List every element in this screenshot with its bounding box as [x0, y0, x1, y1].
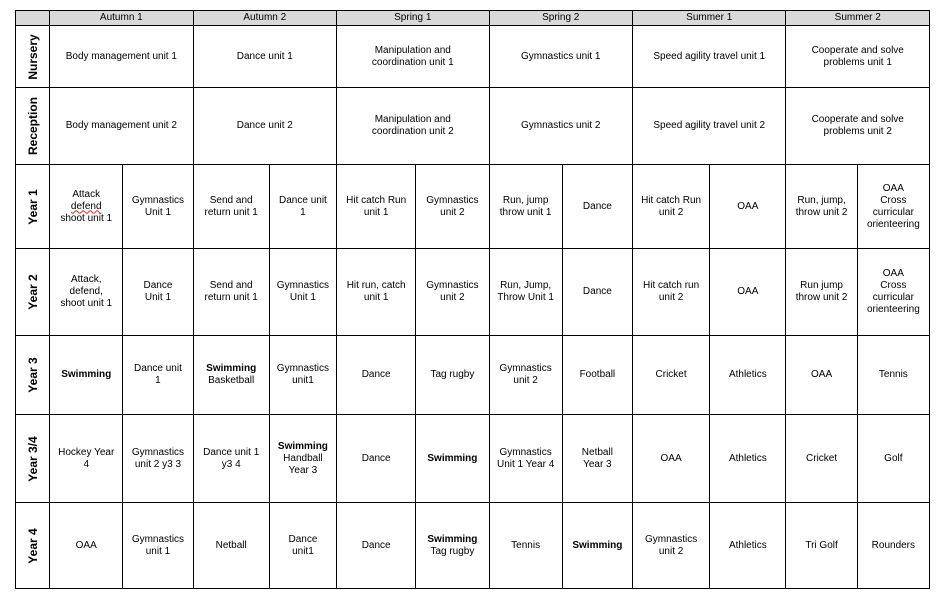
- year-row: [16, 415, 930, 503]
- activity-line: defend,: [69, 286, 103, 297]
- activity-cell: [50, 415, 123, 503]
- activity-cell: [857, 415, 929, 503]
- activity-cell: [337, 249, 416, 336]
- activity-line: Dance: [582, 200, 612, 212]
- activity-line: Tennis: [511, 539, 541, 551]
- activity-line: Cricket: [655, 369, 687, 380]
- header-row: [16, 11, 930, 26]
- activity-cell: [489, 165, 562, 249]
- activity-line: Tag rugby: [430, 545, 475, 557]
- year-label: [16, 503, 50, 589]
- activity-cell: [857, 249, 929, 336]
- activity-line: unit 2: [513, 375, 538, 386]
- activity-line: orienteering: [866, 218, 920, 230]
- activity-line: Unit 1: [144, 206, 172, 218]
- activity-line: Body management unit 2: [65, 120, 177, 131]
- activity-line: unit 1: [363, 206, 389, 218]
- activity-cell: [489, 336, 562, 415]
- activity-line: 1: [155, 375, 161, 386]
- activity-line: Speed agility travel unit 1: [653, 50, 766, 62]
- activity-line: Hit catch Run: [346, 194, 407, 206]
- year-label-text: Year 3: [25, 357, 40, 393]
- activity-cell: [416, 415, 489, 503]
- activity-line: Tennis: [878, 369, 908, 380]
- activity-cell: [562, 336, 632, 415]
- activity-line: Handball: [283, 452, 323, 464]
- activity-line: Send and: [209, 280, 253, 291]
- activity-line: OAA: [75, 539, 97, 551]
- activity-line: Speed agility travel unit 2: [653, 120, 766, 131]
- activity-cell: [632, 336, 709, 415]
- activity-line: return unit 1: [204, 292, 258, 303]
- activity-line: Gymnastics: [499, 446, 552, 458]
- activity-line: curricular: [872, 206, 914, 218]
- activity-cell: [337, 165, 416, 249]
- year-label: [16, 165, 50, 249]
- activity-line: Hockey Year: [58, 446, 115, 458]
- activity-line: Dance: [143, 280, 173, 291]
- activity-cell: [123, 415, 193, 503]
- activity-cell: [337, 336, 416, 415]
- activity-line: Dance: [361, 369, 391, 380]
- activity-line: coordination unit 1: [371, 56, 454, 68]
- activity-line: Run jump: [800, 280, 843, 291]
- activity-cell: [632, 88, 786, 165]
- term-header: Summer 2: [786, 11, 930, 26]
- activity-cell: [857, 165, 929, 249]
- activity-line: Run, Jump,: [500, 280, 552, 291]
- year-row: [16, 249, 930, 336]
- activity-cell: [50, 165, 123, 249]
- activity-cell: [123, 503, 193, 589]
- activity-cell: [193, 503, 269, 589]
- activity-cell: [489, 503, 562, 589]
- activity-line: shoot unit 1: [60, 212, 113, 224]
- activity-cell: [50, 88, 193, 165]
- activity-line: Gymnastics unit 2: [521, 120, 601, 131]
- activity-line: return unit 1: [204, 206, 258, 218]
- activity-line: Dance: [361, 452, 391, 464]
- activity-cell: [562, 415, 632, 503]
- activity-line: 4: [83, 458, 89, 470]
- year-label-text: Year 2: [25, 274, 40, 310]
- activity-line: unit 2: [658, 545, 684, 557]
- year-row: [16, 88, 930, 165]
- activity-line: OAA: [882, 182, 904, 194]
- activity-line: Dance unit 1: [203, 446, 260, 458]
- activity-cell: [416, 503, 489, 589]
- activity-line: Athletics: [728, 369, 767, 380]
- term-header: Autumn 1: [50, 11, 193, 26]
- activity-line: Gymnastics: [131, 533, 185, 545]
- activity-cell: [193, 88, 336, 165]
- activity-line: unit1: [292, 545, 314, 557]
- activity-cell: [632, 503, 709, 589]
- activity-line: Gymnastics unit 1: [521, 50, 601, 62]
- activity-line: Dance unit 1: [236, 50, 293, 62]
- activity-line: orienteering: [866, 304, 920, 315]
- activity-cell: [269, 503, 336, 589]
- activity-line: unit 2: [440, 292, 465, 303]
- activity-line: Gymnastics: [426, 194, 479, 206]
- year-label-text: Year 4: [25, 527, 40, 564]
- activity-line: Tri Golf: [805, 539, 838, 551]
- activity-line: Run, jump: [502, 194, 549, 206]
- activity-cell: [710, 249, 786, 336]
- activity-line: curricular: [872, 292, 914, 303]
- activity-line: Rounders: [871, 539, 916, 551]
- activity-line: Unit 1: [289, 292, 316, 303]
- activity-cell: [857, 503, 929, 589]
- activity-cell: [193, 249, 269, 336]
- activity-line: Unit 1 Year 4: [497, 458, 555, 470]
- activity-cell: [562, 165, 632, 249]
- activity-cell: [710, 503, 786, 589]
- activity-cell: [50, 249, 123, 336]
- activity-line: 1: [300, 206, 306, 218]
- activity-line: Gymnastics: [499, 363, 552, 374]
- year-label-text: Reception: [25, 96, 40, 156]
- activity-line: Dance: [361, 539, 391, 551]
- activity-cell: [269, 336, 336, 415]
- activity-line: unit1: [292, 375, 314, 386]
- activity-line: Swimming: [61, 369, 112, 380]
- activity-cell: [710, 336, 786, 415]
- activity-line: Gymnastics: [644, 533, 698, 545]
- activity-cell: [193, 26, 336, 88]
- year-label: [16, 336, 50, 415]
- activity-line: Cooperate and solve: [811, 114, 904, 125]
- activity-cell: [50, 336, 123, 415]
- activity-line: OAA: [882, 268, 904, 279]
- activity-cell: [489, 88, 632, 165]
- activity-line: Gymnastics: [426, 280, 479, 291]
- activity-cell: [50, 26, 193, 88]
- activity-line: throw unit 1: [499, 206, 552, 218]
- activity-line: Throw Unit 1: [497, 292, 554, 303]
- activity-cell: [416, 165, 489, 249]
- activity-line: unit 2: [658, 292, 684, 303]
- activity-cell: [337, 88, 489, 165]
- activity-cell: [489, 249, 562, 336]
- activity-cell: [632, 415, 709, 503]
- activity-line: throw unit 2: [795, 206, 848, 218]
- activity-line: Football: [579, 369, 616, 380]
- activity-line: OAA: [811, 369, 833, 380]
- activity-line: unit 2 y3 3: [134, 458, 182, 470]
- year-label-text: Year 3/4: [25, 435, 40, 482]
- plan-body: [16, 26, 930, 589]
- activity-cell: [123, 336, 193, 415]
- activity-cell: [123, 165, 193, 249]
- term-header: Spring 1: [337, 11, 489, 26]
- activity-line: throw unit 2: [795, 292, 848, 303]
- year-label: [16, 88, 50, 165]
- activity-line: OAA: [660, 452, 682, 464]
- activity-line: Gymnastics: [276, 280, 330, 291]
- year-label: [16, 415, 50, 503]
- year-row: [16, 165, 930, 249]
- activity-cell: [193, 415, 269, 503]
- activity-line: unit 1: [145, 545, 171, 557]
- activity-line: Unit 1: [144, 292, 172, 303]
- activity-cell: [857, 336, 929, 415]
- term-header: Autumn 2: [193, 11, 336, 26]
- activity-line: Dance unit 2: [236, 120, 293, 131]
- activity-line: Basketball: [208, 375, 255, 386]
- term-header: Summer 1: [632, 11, 786, 26]
- activity-line: Hit catch Run: [641, 194, 702, 206]
- activity-cell: [786, 249, 857, 336]
- activity-line: Run, jump,: [797, 194, 846, 206]
- activity-line: Netball: [215, 539, 247, 551]
- activity-line: Cross: [880, 194, 907, 206]
- activity-cell: [710, 165, 786, 249]
- activity-cell: [416, 249, 489, 336]
- year-label-text: Year 1: [25, 188, 40, 225]
- activity-line: coordination unit 2: [371, 126, 454, 137]
- activity-line: Athletics: [728, 539, 767, 551]
- activity-line: shoot unit 1: [60, 298, 113, 309]
- activity-cell: [269, 415, 336, 503]
- activity-line: Dance unit: [134, 363, 182, 374]
- activity-line: Cross: [880, 280, 907, 291]
- activity-cell: [562, 249, 632, 336]
- pe-long-term-plan-table: [15, 10, 930, 589]
- activity-line: Netball: [581, 446, 613, 458]
- activity-cell: [562, 503, 632, 589]
- activity-cell: [489, 26, 632, 88]
- activity-line: Dance unit: [279, 194, 327, 206]
- activity-cell: [786, 88, 930, 165]
- activity-cell: [193, 336, 269, 415]
- activity-line: Swimming: [277, 440, 328, 452]
- activity-line: Swimming: [572, 539, 623, 551]
- activity-cell: [123, 249, 193, 336]
- activity-line: Cricket: [806, 452, 838, 464]
- year-row: [16, 26, 930, 88]
- year-label-text: Nursery: [25, 33, 40, 80]
- activity-line: Gymnastics: [276, 363, 330, 374]
- activity-cell: [786, 415, 857, 503]
- activity-line: Body management unit 1: [65, 50, 177, 62]
- term-header: Spring 2: [489, 11, 632, 26]
- activity-line: problems unit 1: [823, 56, 892, 68]
- year-row: [16, 503, 930, 589]
- activity-cell: [337, 503, 416, 589]
- activity-line: Attack,: [70, 274, 102, 285]
- activity-line: Athletics: [728, 452, 767, 464]
- activity-cell: [50, 503, 123, 589]
- activity-cell: [269, 249, 336, 336]
- activity-line: Hit catch run: [643, 280, 700, 291]
- activity-cell: [786, 336, 857, 415]
- activity-cell: [416, 336, 489, 415]
- activity-line: Dance: [288, 533, 318, 545]
- year-label: [16, 249, 50, 336]
- activity-cell: [337, 26, 489, 88]
- activity-line: Hit run, catch: [346, 280, 406, 291]
- activity-cell: [337, 415, 416, 503]
- activity-line: defend: [70, 200, 102, 212]
- activity-line: y3 4: [221, 458, 241, 470]
- activity-line: OAA: [737, 200, 759, 212]
- activity-cell: [269, 165, 336, 249]
- activity-line: Send and: [209, 194, 253, 206]
- activity-line: Manipulation and: [374, 114, 451, 125]
- activity-line: Cooperate and solve: [811, 44, 904, 56]
- activity-cell: [632, 165, 709, 249]
- activity-line: Attack: [72, 188, 101, 200]
- year-row: [16, 336, 930, 415]
- activity-line: Golf: [884, 452, 903, 464]
- activity-line: Year 3: [288, 464, 318, 476]
- activity-cell: [786, 503, 857, 589]
- activity-cell: [786, 26, 930, 88]
- activity-line: unit 2: [440, 206, 465, 218]
- activity-cell: [632, 26, 786, 88]
- activity-line: Gymnastics: [131, 446, 185, 458]
- activity-cell: [193, 165, 269, 249]
- activity-cell: [786, 165, 857, 249]
- activity-line: Tag rugby: [430, 369, 475, 380]
- activity-line: Swimming: [206, 363, 257, 374]
- activity-line: Swimming: [427, 452, 478, 464]
- activity-line: Swimming: [427, 533, 478, 545]
- corner-cell: [16, 11, 50, 26]
- activity-line: problems unit 2: [823, 126, 892, 137]
- activity-line: Year 3: [583, 458, 612, 470]
- activity-line: Gymnastics: [131, 194, 185, 206]
- activity-line: OAA: [737, 286, 759, 297]
- activity-cell: [710, 415, 786, 503]
- activity-line: Manipulation and: [374, 44, 451, 56]
- activity-cell: [489, 415, 562, 503]
- activity-cell: [632, 249, 709, 336]
- activity-line: unit 1: [363, 292, 389, 303]
- activity-line: unit 2: [658, 206, 684, 218]
- year-label: [16, 26, 50, 88]
- activity-line: Dance: [582, 286, 612, 297]
